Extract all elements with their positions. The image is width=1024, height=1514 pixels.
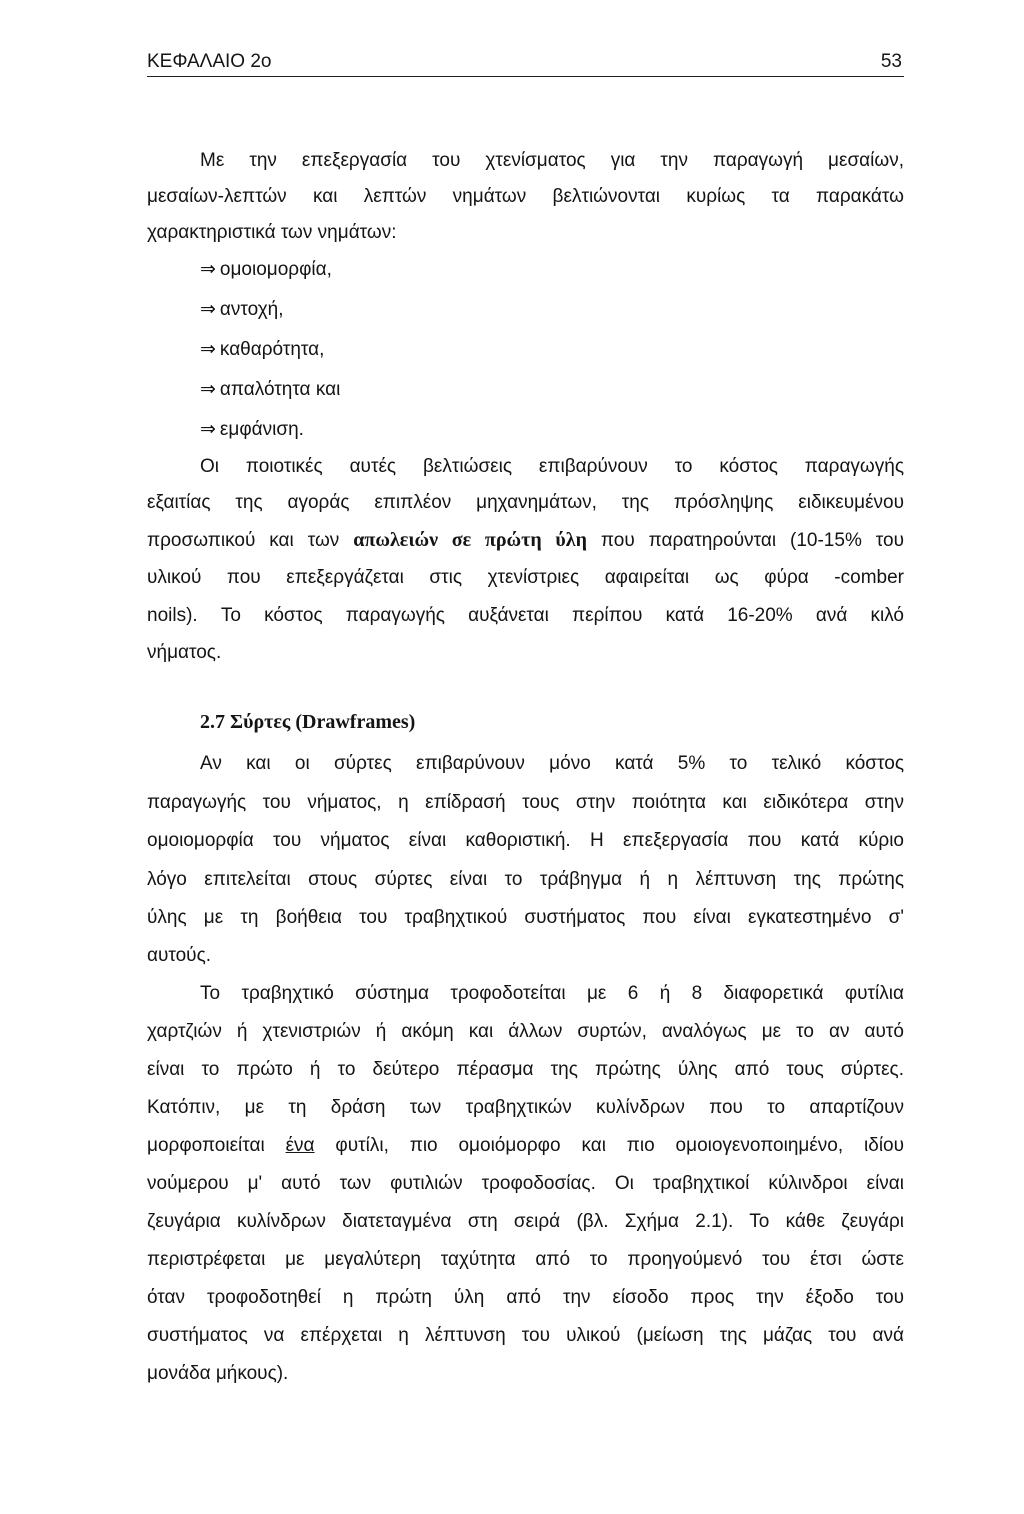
para3-line-6: νούμερου μ' αυτό των φυτιλιών τροφοδοσίας. Οι τραβηχτικοί κύλινδροι είναι	[147, 1173, 904, 1194]
para2-line-2: παραγωγής του νήματος, η επίδρασή τους στην ποιότητα και ειδικότερα στην	[147, 792, 904, 813]
bullet-uniformity	[200, 258, 957, 281]
intro-line-3: χαρακτηριστικά των νημάτων:	[147, 222, 397, 243]
para3-line-9: όταν τροφοδοτηθεί η πρώτη ύλη από την είσοδο προς την έξοδο του	[147, 1287, 904, 1308]
intro-line-1: Με την επεξεργασία του χτενίσματος για την παραγωγή μεσαίων,	[200, 150, 904, 171]
para2-line-1: Αν και οι σύρτες επιβαρύνουν μόνο κατά 5% το τελικό κόστος	[200, 753, 904, 774]
para3-text: μορφοποιείται	[147, 1135, 286, 1156]
bullet-label: εμφάνιση.	[219, 419, 304, 440]
para1-line-5: noils). Το κόστος παραγωγής αυξάνεται περίπου κατά 16-20% ανά κιλό	[147, 605, 904, 626]
bullet-label: ομοιομορφία,	[219, 259, 332, 280]
para3-line-2: χαρτζιών ή χτενιστριών ή ακόμη και άλλων συρτών, αναλόγως με το αν αυτό	[147, 1021, 904, 1042]
bullet-label: απαλότητα και	[219, 379, 341, 400]
bullet-appearance	[200, 418, 957, 441]
para1-text: προσωπικού και των	[147, 530, 354, 551]
para2-line-5: ύλης με τη βοήθεια του τραβηχτικού συστήματος που είναι εγκατεστημένο σ'	[147, 907, 904, 928]
para3-line-3: είναι το πρώτο ή το δεύτερο πέρασμα της πρώτης ύλης από τους σύρτες.	[147, 1059, 904, 1080]
para1-line-2: εξαιτίας της αγοράς επιπλέον μηχανημάτων, της πρόσληψης ειδικευμένου	[147, 492, 904, 513]
arrow-icon: ⇒	[200, 379, 216, 400]
page-number: 53	[880, 51, 902, 72]
bullet-cleanliness	[200, 338, 957, 361]
arrow-icon: ⇒	[200, 339, 216, 360]
para1-text: που παρατηρούνται (10-15% του	[586, 530, 904, 551]
para1-line-3	[147, 529, 904, 552]
para3-line-10: συστήματος να επέρχεται η λέπτυνση του υλικού (μείωση της μάζας του ανά	[147, 1325, 904, 1346]
para3-line-7: ζευγάρια κυλίνδρων διατεταγμένα στη σειρά (βλ. Σχήμα 2.1). Το κάθε ζευγάρι	[147, 1211, 904, 1232]
para3-line-1: Το τραβηχτικό σύστημα τροφοδοτείται με 6 ή 8 διαφορετικά φυτίλια	[200, 983, 904, 1004]
para2-line-4: λόγο επιτελείται στους σύρτες είναι το τράβηγμα ή η λέπτυνση της πρώτης	[147, 869, 904, 890]
para2-line-6: αυτούς.	[147, 945, 212, 966]
arrow-icon: ⇒	[200, 259, 216, 280]
para1-line-1: Οι ποιοτικές αυτές βελτιώσεις επιβαρύνουν το κόστος παραγωγής	[200, 456, 904, 477]
para3-text: φυτίλι, πιο ομοιόμορφο και πιο ομοιογενοποιημένο, ιδίου	[314, 1135, 904, 1156]
underlined-word: ένα	[285, 1135, 315, 1156]
bold-phrase: απωλειών σε πρώτη ύλη	[353, 529, 587, 551]
bullet-softness	[200, 378, 957, 401]
bullet-label: αντοχή,	[219, 299, 284, 320]
arrow-icon: ⇒	[200, 419, 216, 440]
arrow-icon: ⇒	[200, 299, 216, 320]
para1-line-4: υλικού που επεξεργάζεται στις χτενίστριες αφαιρείται ως φύρα -comber	[147, 567, 904, 588]
para2-line-3: ομοιομορφία του νήματος είναι καθοριστική. Η επεξεργασία που κατά κύριο	[147, 830, 904, 851]
chapter-title: ΚΕΦΑΛΑΙΟ 2ο	[147, 51, 272, 72]
section-heading: 2.7 Σύρτες (Drawframes)	[200, 711, 416, 733]
bullet-label: καθαρότητα,	[219, 339, 325, 360]
para1-line-6: νήματος.	[147, 642, 222, 663]
para3-line-4: Κατόπιν, με τη δράση των τραβηχτικών κυλίνδρων που το απαρτίζουν	[147, 1097, 904, 1118]
para3-line-8: περιστρέφεται με μεγαλύτερη ταχύτητα από το προηγούμενό του έτσι ώστε	[147, 1249, 904, 1270]
bullet-strength	[200, 298, 957, 321]
intro-line-2: μεσαίων-λεπτών και λεπτών νημάτων βελτιώνονται κυρίως τα παρακάτω	[147, 186, 904, 207]
para3-line-11: μονάδα μήκους).	[147, 1363, 289, 1384]
para3-line-5	[147, 1135, 904, 1157]
page-header	[147, 50, 904, 77]
